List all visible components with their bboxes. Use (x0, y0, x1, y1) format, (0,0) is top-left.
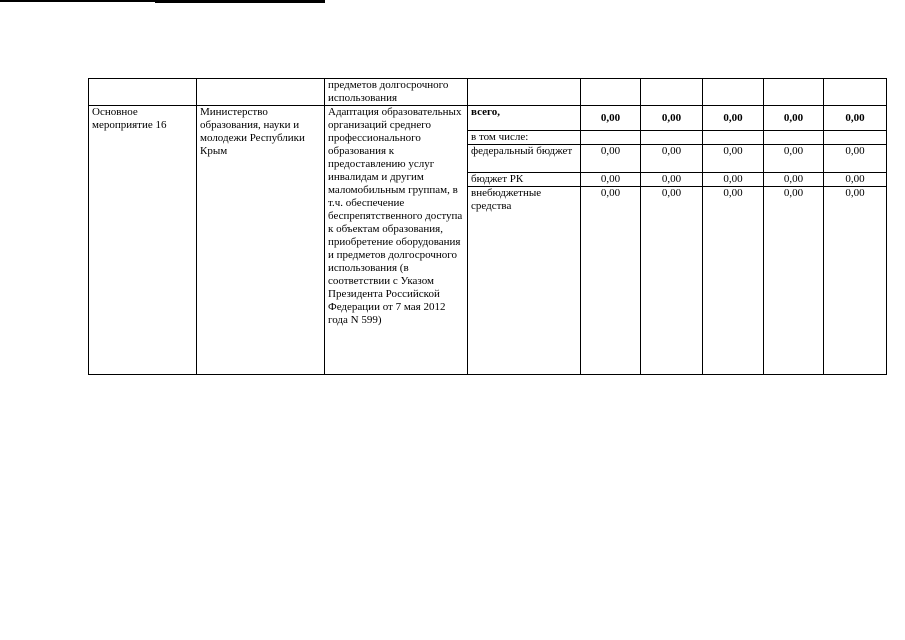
cell-empty (468, 79, 581, 106)
cell-source-label: в том числе: (468, 131, 581, 145)
cell-value: 0,00 (581, 145, 641, 173)
cell-source-label: бюджет РК (468, 173, 581, 187)
cell-value: 0,00 (824, 106, 887, 131)
cell-value: 0,00 (703, 145, 764, 173)
cell-value: 0,00 (581, 173, 641, 187)
cell-empty (824, 79, 887, 106)
cell-empty (641, 79, 703, 106)
cell-measure-description: Адаптация образовательных организаций среднего профессионального образования к предоставлению услуг инвалидам и другим маломобильным группам, в т.ч. обеспечение беспрепятственного доступа к объектам образования, приобретение оборудования и предметов долгосрочного использования (в соответствии с Указом Президента Российской Федерации от 7 мая 2012 года N 599) (325, 106, 468, 375)
cell-source-label: всего, (468, 106, 581, 131)
table-row-total (89, 106, 887, 131)
cell-empty (197, 79, 325, 106)
cell-source-label: внебюджетные средства (468, 187, 581, 375)
cell-value (703, 131, 764, 145)
cell-empty (703, 79, 764, 106)
cell-source-label: федеральный бюджет (468, 145, 581, 173)
cell-value: 0,00 (641, 145, 703, 173)
cell-value: 0,00 (764, 173, 824, 187)
cell-value (581, 131, 641, 145)
top-rule-thick (155, 0, 325, 3)
cell-executor: Министерство образования, науки и молодежи Республики Крым (197, 106, 325, 375)
cell-description-continuation: предметов долгосрочного использования (325, 79, 468, 106)
cell-value (824, 131, 887, 145)
cell-value: 0,00 (641, 187, 703, 375)
cell-value: 0,00 (581, 187, 641, 375)
cell-value: 0,00 (764, 106, 824, 131)
cell-value: 0,00 (764, 145, 824, 173)
program-table (88, 78, 887, 375)
cell-value: 0,00 (824, 145, 887, 173)
cell-empty (764, 79, 824, 106)
cell-value: 0,00 (581, 106, 641, 131)
cell-empty (89, 79, 197, 106)
cell-value: 0,00 (641, 173, 703, 187)
cell-value: 0,00 (824, 173, 887, 187)
cell-empty (581, 79, 641, 106)
cell-value: 0,00 (824, 187, 887, 375)
table-row-continuation (89, 79, 887, 106)
cell-value: 0,00 (703, 187, 764, 375)
cell-value: 0,00 (641, 106, 703, 131)
cell-value (764, 131, 824, 145)
cell-value: 0,00 (764, 187, 824, 375)
cell-value (641, 131, 703, 145)
cell-value: 0,00 (703, 106, 764, 131)
cell-measure-name: Основное мероприятие 16 (89, 106, 197, 375)
cell-value: 0,00 (703, 173, 764, 187)
